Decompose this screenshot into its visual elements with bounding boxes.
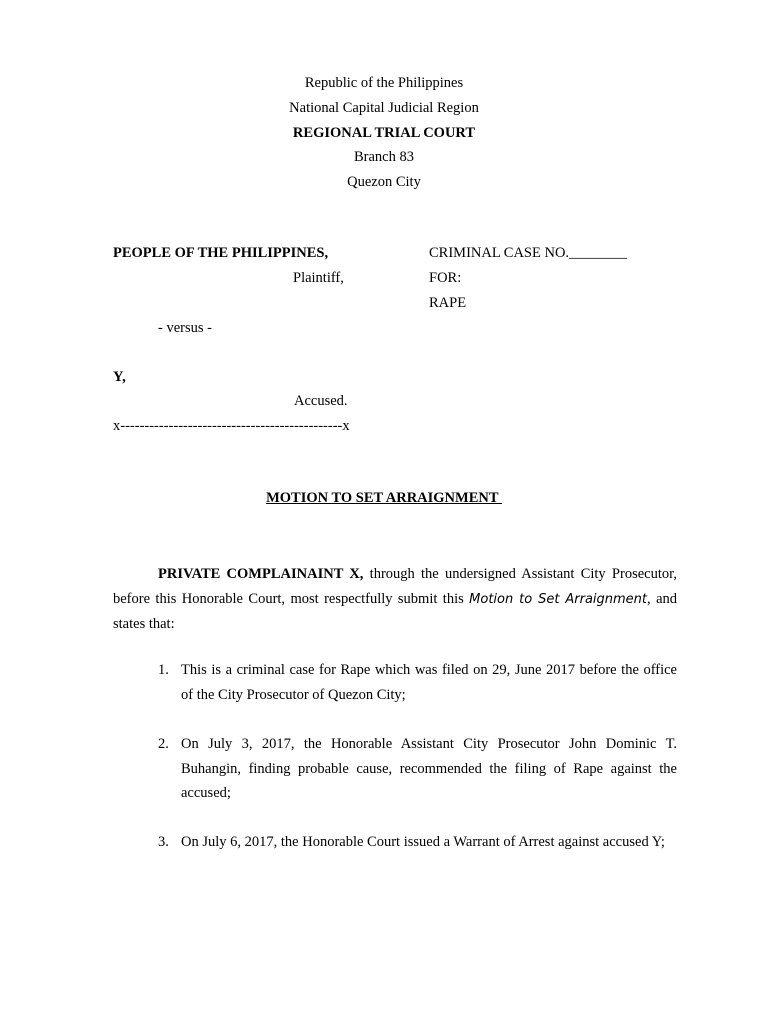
list-item — [158, 830, 677, 855]
city-line: Quezon City — [347, 174, 421, 191]
caption-separator: x----------------------------------------------x — [113, 418, 350, 434]
branch-line: Branch 83 — [354, 149, 414, 166]
accused-name: Y, — [113, 369, 126, 385]
list-item-text: This is a criminal case for Rape which was filed on 29, June 2017 before the office of the City Prosecutor of Quezon City; — [181, 662, 677, 703]
list-item — [158, 658, 677, 707]
versus-label: - versus - — [158, 320, 212, 336]
complainant-name: PRIVATE COMPLAINAINT X, — [158, 566, 364, 582]
plaintiff-label: Plaintiff, — [293, 270, 344, 286]
court-line: REGIONAL TRIAL COURT — [292, 124, 476, 141]
list-item-text: On July 3, 2017, the Honorable Assistant City Prosecutor John Dominic T. Buhangin, finding probable cause, recommended the filing of Rape against the accused; — [181, 736, 677, 802]
region-line: National Capital Judicial Region — [289, 99, 479, 116]
list-item-text: On July 6, 2017, the Honorable Court issued a Warrant of Arrest against accused Y; — [181, 834, 665, 850]
court-header — [0, 71, 768, 195]
offense-label: RAPE — [429, 295, 467, 311]
list-item-number: 2. — [158, 736, 169, 752]
intro-text: through the undersigned Assistant City Prosecutor, before this Honorable Court, most respectfully submit this — [113, 566, 677, 607]
list-item-number: 1. — [158, 662, 169, 678]
intro-paragraph — [113, 562, 677, 637]
case-number: CRIMINAL CASE NO.________ — [429, 245, 628, 261]
list-item — [158, 732, 677, 806]
plaintiff-name: PEOPLE OF THE PHILIPPINES, — [113, 245, 329, 261]
motion-title: MOTION TO SET ARRAIGNMENT — [266, 490, 502, 506]
motion-name: Motion to Set Arraignment — [469, 591, 648, 607]
republic-line: Republic of the Philippines — [304, 75, 464, 91]
list-item-number: 3. — [158, 834, 169, 850]
accused-label: Accused. — [294, 393, 348, 409]
for-label: FOR: — [429, 270, 462, 286]
intro-text-end: , and states that: — [113, 590, 677, 633]
